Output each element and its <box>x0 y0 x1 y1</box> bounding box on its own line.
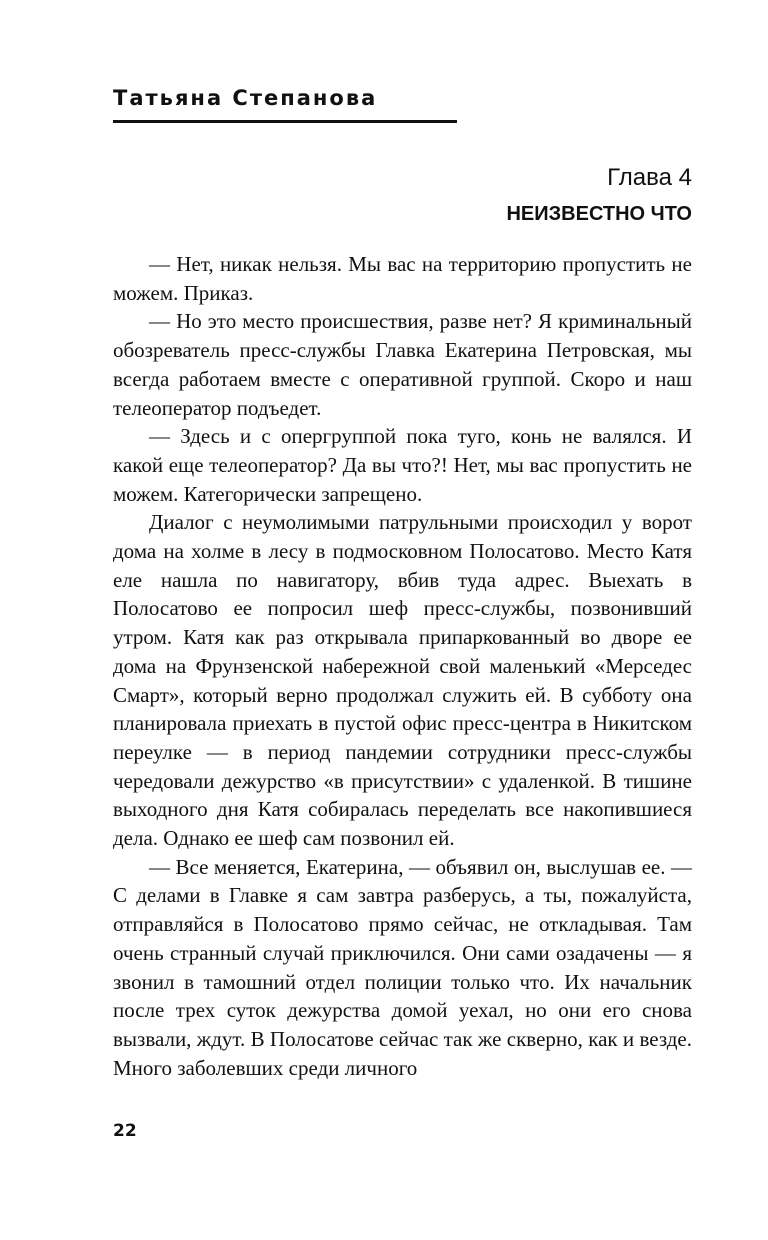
page-number: 22 <box>113 1121 137 1141</box>
header-rule <box>113 120 457 123</box>
chapter-title: НЕИЗВЕСТНО ЧТО <box>506 203 692 225</box>
paragraph: — Здесь и с опергруппой пока туго, конь не валялся. И какой еще телеоператор? Да вы что?! Нет, мы вас пропустить не можем. Категорически запрещено. <box>113 424 692 506</box>
running-head: Татьяна Степанова <box>113 86 378 110</box>
paragraph: Диалог с неумолимыми патрульными происходил у ворот дома на холме в лесу в подмосковном Полосатово. Место Катя еле нашла по навигатору, вбив туда адрес. Выехать в Полосатово ее попросил шеф пресс-службы, позвонивший утром. Катя как раз открывала припаркованный во дворе ее дома на Фрунзенской набережной свой маленький «Мерседес Смарт», который верно продолжал служить ей. В субботу она планировала приехать в пустой офис пресс-центра в Никитском переулке — в период пандемии сотрудники пресс-службы чередовали дежурство «в присутствии» с удаленкой. В тишине выходного дня Катя собиралась переделать все накопившиеся дела. Однако ее шеф сам позвонил ей. <box>113 510 692 851</box>
body-text <box>113 250 692 1082</box>
paragraph: — Но это место происшествия, разве нет? Я криминальный обозреватель пресс-службы Главка Екатерина Петровская, мы всегда работаем вместе с оперативной группой. Скоро и наш телеоператор подъедет. <box>113 309 692 420</box>
chapter-number: Глава 4 <box>607 164 692 191</box>
paragraph: — Нет, никак нельзя. Мы вас на территорию пропустить не можем. Приказ. <box>113 252 692 305</box>
paragraph: — Все меняется, Екатерина, — объявил он, выслушав ее. — С делами в Главке я сам завтра разберусь, а ты, пожалуйста, отправляйся в Полосатово прямо сейчас, не откладывая. Там очень странный случай приключился. Они сами озадачены — я звонил в тамошний отдел полиции только что. Их начальник после трех суток дежурства домой уехал, но они его снова вызвали, ждут. В Полосатове сейчас так же скверно, как и везде. Много заболевших среди личного <box>113 854 692 1080</box>
